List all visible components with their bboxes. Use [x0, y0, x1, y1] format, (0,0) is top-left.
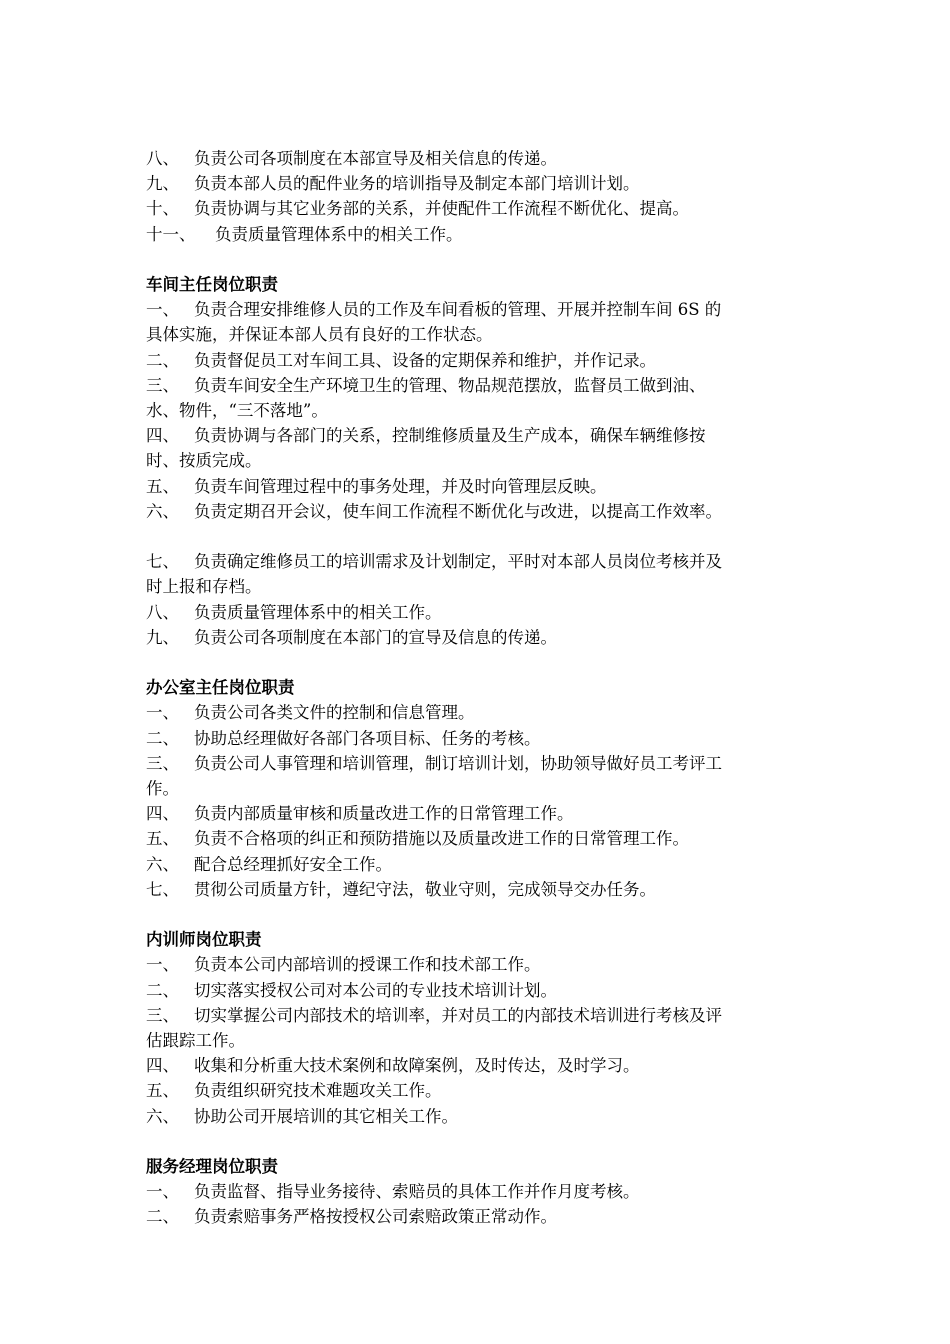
duty-item: [146, 1053, 826, 1078]
paragraph-gap: [146, 650, 826, 675]
item-number: 二、: [146, 1207, 179, 1227]
item-number: 二、: [146, 728, 179, 748]
item-number: 六、: [146, 1106, 179, 1126]
duty-item: [146, 877, 826, 902]
item-text: 负责质量管理体系中的相关工作。: [215, 224, 463, 244]
item-number: 六、: [146, 854, 179, 874]
item-number: 三、: [146, 375, 179, 395]
duty-item: [146, 952, 826, 977]
item-number: 七、: [146, 552, 179, 572]
item-text: 负责本公司内部培训的授课工作和技术部工作。: [194, 955, 541, 975]
item-text: 切实掌握公司内部技术的培训率，并对员工的内部技术培训进行考核及评: [194, 1005, 722, 1025]
duty-item-continuation: 估跟踪工作。: [146, 1031, 245, 1051]
duty-item: [146, 625, 826, 650]
duty-item: [146, 1078, 826, 1103]
duty-item: [146, 146, 826, 171]
duty-item: [146, 1104, 826, 1129]
item-number: 一、: [146, 703, 179, 723]
item-text: 切实落实授权公司对本公司的专业技术培训计划。: [194, 980, 557, 1000]
duty-item: [146, 423, 826, 448]
item-text: 负责质量管理体系中的相关工作。: [194, 602, 442, 622]
item-number: 一、: [146, 955, 179, 975]
item-number: 八、: [146, 149, 179, 168]
duty-item: [146, 1003, 826, 1028]
duty-item: [146, 348, 826, 373]
duty-item: [146, 171, 826, 196]
duty-item: [146, 700, 826, 725]
item-text: 负责定期召开会议，使车间工作流程不断优化与改进，以提高工作效率。: [194, 501, 722, 521]
item-number: 九、: [146, 174, 179, 194]
item-text: 负责协调与各部门的关系，控制维修质量及生产成本，确保车辆维修按: [194, 426, 706, 446]
item-number: 三、: [146, 1005, 179, 1025]
paragraph-gap: [146, 247, 826, 272]
item-text: 负责不合格项的纠正和预防措施以及质量改进工作的日常管理工作。: [194, 829, 689, 849]
duty-item: [146, 801, 826, 826]
item-text: 负责合理安排维修人员的工作及车间看板的管理、开展并控制车间 6S 的: [194, 300, 722, 320]
item-number: 十一、: [146, 224, 196, 244]
item-text: 收集和分析重大技术案例和故障案例，及时传达，及时学习。: [194, 1056, 640, 1076]
item-text: 负责本部人员的配件业务的培训指导及制定本部门培训计划。: [194, 174, 640, 194]
item-text: 负责确定维修员工的培训需求及计划制定，平时对本部人员岗位考核并及: [194, 552, 722, 572]
item-number: 一、: [146, 300, 179, 320]
item-number: 三、: [146, 753, 179, 773]
section-heading: 服务经理岗位职责: [146, 1157, 278, 1177]
item-text: 负责监督、指导业务接待、索赔员的具体工作并作月度考核。: [194, 1182, 640, 1202]
duty-item: [146, 222, 826, 247]
item-number: 五、: [146, 1081, 179, 1101]
item-number: 十、: [146, 199, 179, 219]
duty-item: [146, 499, 826, 524]
item-text: 配合总经理抓好安全工作。: [194, 854, 392, 874]
item-text: 贯彻公司质量方针，遵纪守法，敬业守则，完成领导交办任务。: [194, 879, 656, 899]
duty-item: [146, 373, 826, 398]
paragraph-gap: [146, 1129, 826, 1154]
duty-item: [146, 1204, 826, 1229]
item-text: 负责协调与其它业务部的关系，并使配件工作流程不断优化、提高。: [194, 199, 689, 219]
duty-item-continuation: 作。: [146, 779, 179, 799]
duty-item-continuation: 具体实施，并保证本部人员有良好的工作状态。: [146, 325, 493, 345]
item-number: 四、: [146, 426, 179, 446]
item-number: 二、: [146, 350, 179, 370]
duty-item: [146, 852, 826, 877]
item-text: 负责公司各项制度在本部门的宣导及信息的传递。: [194, 627, 557, 647]
item-number: 四、: [146, 1056, 179, 1076]
item-text: 负责内部质量审核和质量改进工作的日常管理工作。: [194, 804, 574, 824]
item-text: 负责车间安全生产环境卫生的管理、物品规范摆放，监督员工做到油、: [194, 375, 706, 395]
document-page: [146, 146, 826, 1230]
duty-item: [146, 549, 826, 574]
item-number: 五、: [146, 476, 179, 496]
item-number: 九、: [146, 627, 179, 647]
duty-item: [146, 297, 826, 322]
duty-item: [146, 1179, 826, 1204]
item-text: 负责车间管理过程中的事务处理，并及时向管理层反映。: [194, 476, 607, 496]
section-heading: 车间主任岗位职责: [146, 275, 278, 294]
duty-item: [146, 726, 826, 751]
item-number: 四、: [146, 804, 179, 824]
duty-item-continuation: 时上报和存档。: [146, 577, 262, 597]
duty-item: [146, 826, 826, 851]
duty-item-continuation: 时、按质完成。: [146, 451, 262, 471]
duty-item: [146, 751, 826, 776]
section-heading: 内训师岗位职责: [146, 930, 262, 950]
item-text: 负责公司各项制度在本部宣导及相关信息的传递。: [194, 149, 557, 168]
item-number: 一、: [146, 1182, 179, 1202]
section-heading: 办公室主任岗位职责: [146, 678, 295, 698]
item-text: 负责组织研究技术难题攻关工作。: [194, 1081, 442, 1101]
duty-item-continuation: 水、物件，“三不落地”。: [146, 401, 328, 421]
duty-item: [146, 196, 826, 221]
duty-item: [146, 474, 826, 499]
item-number: 二、: [146, 980, 179, 1000]
duty-item: [146, 978, 826, 1003]
item-text: 负责公司人事管理和培训管理，制订培训计划，协助领导做好员工考评工: [194, 753, 722, 773]
item-text: 协助公司开展培训的其它相关工作。: [194, 1106, 458, 1126]
item-text: 负责公司各类文件的控制和信息管理。: [194, 703, 475, 723]
item-number: 八、: [146, 602, 179, 622]
item-text: 协助总经理做好各部门各项目标、任务的考核。: [194, 728, 541, 748]
item-number: 六、: [146, 501, 179, 521]
item-number: 五、: [146, 829, 179, 849]
item-text: 负责督促员工对车间工具、设备的定期保养和维护，并作记录。: [194, 350, 656, 370]
paragraph-gap: [146, 524, 826, 549]
duty-item: [146, 600, 826, 625]
item-text: 负责索赔事务严格按授权公司索赔政策正常动作。: [194, 1207, 557, 1227]
paragraph-gap: [146, 902, 826, 927]
item-number: 七、: [146, 879, 179, 899]
